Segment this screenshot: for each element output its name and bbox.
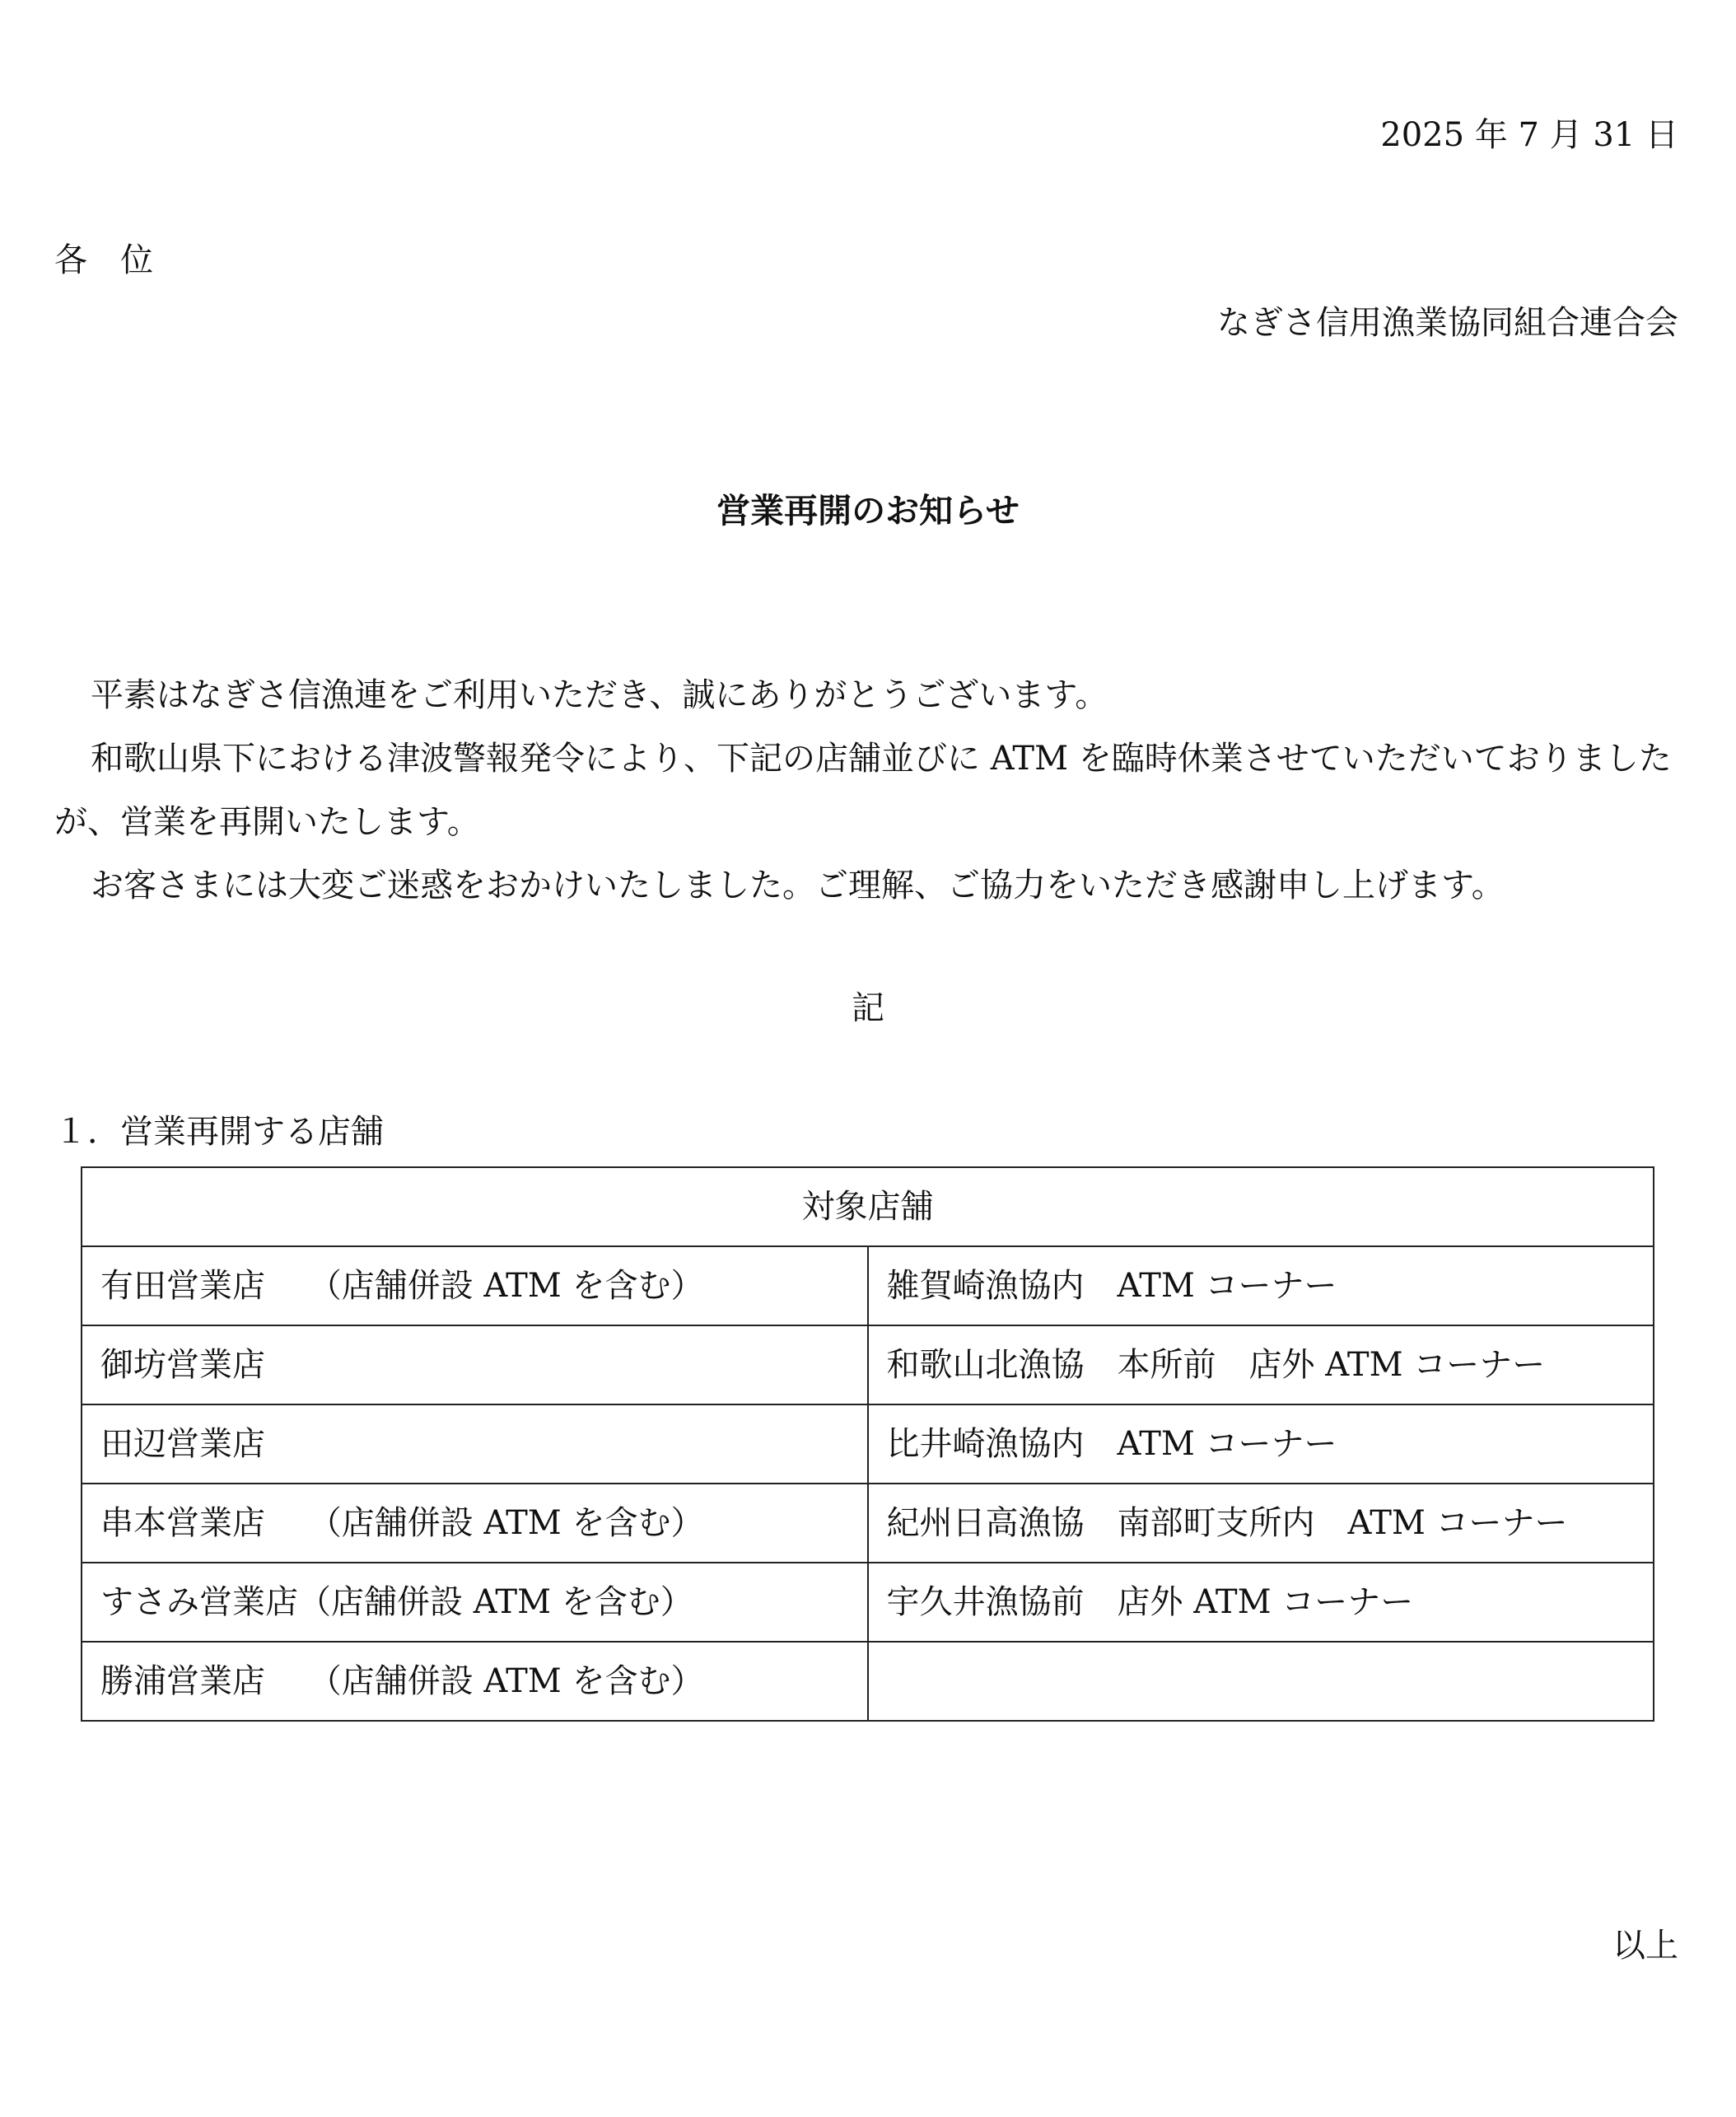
document-date: 2025 年 7 月 31 日 — [1380, 116, 1678, 154]
reopening-paragraph: 和歌山県下における津波警報発令により、下記の店舗並びに ATM を臨時休業させていただいておりましたが、営業を再開いたします。 — [54, 740, 1672, 841]
atm-corner-cell: 紀州日高漁協 南部町支所内 ATM コーナー — [868, 1484, 1654, 1563]
body-text — [54, 664, 1681, 918]
table-row — [82, 1642, 1654, 1721]
branch-cell: 串本営業店 （店舗併設 ATM を含む） — [82, 1484, 868, 1563]
table-row — [82, 1246, 1654, 1325]
section-heading: １．営業再開する店舗 — [54, 1113, 384, 1151]
atm-corner-cell: 雑賀崎漁協内 ATM コーナー — [868, 1246, 1654, 1325]
empty-cell — [868, 1642, 1654, 1721]
atm-corner-cell: 宇久井漁協前 店外 ATM コーナー — [868, 1563, 1654, 1642]
table-header: 対象店舗 — [82, 1167, 1654, 1246]
atm-corner-cell: 比井崎漁協内 ATM コーナー — [868, 1404, 1654, 1484]
table-row — [82, 1404, 1654, 1484]
branch-cell: 有田営業店 （店舗併設 ATM を含む） — [82, 1246, 868, 1325]
apology-paragraph: お客さまには大変ご迷惑をおかけいたしました。ご理解、ご協力をいただき感謝申し上げます。 — [91, 867, 1505, 904]
table-row — [82, 1563, 1654, 1642]
table-header-row — [82, 1167, 1654, 1246]
branch-cell: 御坊営業店 — [82, 1325, 868, 1404]
atm-corner-cell: 和歌山北漁協 本所前 店外 ATM コーナー — [868, 1325, 1654, 1404]
greeting-paragraph: 平素はなぎさ信漁連をご利用いただき、誠にありがとうございます。 — [91, 676, 1108, 714]
document-title: 営業再開のお知らせ — [716, 491, 1020, 530]
branch-cell: 田辺営業店 — [82, 1404, 868, 1484]
addressee: 各 位 — [54, 241, 153, 279]
table-row — [82, 1325, 1654, 1404]
branch-cell: 勝浦営業店 （店舗併設 ATM を含む） — [82, 1642, 868, 1721]
sender-organization: なぎさ信用漁業協同組合連合会 — [1217, 304, 1678, 342]
store-table — [81, 1166, 1654, 1722]
table-row — [82, 1484, 1654, 1563]
branch-cell: すさみ営業店（店舗併設 ATM を含む） — [82, 1563, 868, 1642]
closing-mark: 以上 — [1612, 1927, 1678, 1965]
ki-marker: 記 — [852, 989, 884, 1027]
